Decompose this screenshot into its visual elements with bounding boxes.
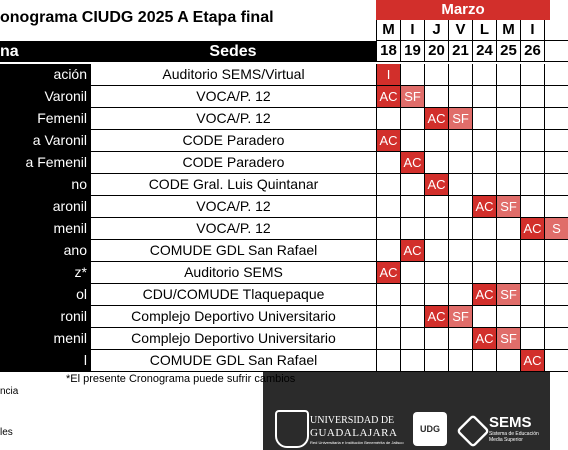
schedule-cell	[472, 64, 496, 86]
schedule-cell: SF	[400, 86, 424, 108]
schedule-cell	[448, 64, 472, 86]
schedule-cell	[520, 284, 544, 306]
discipline-cell	[0, 328, 90, 350]
schedule-cell	[448, 262, 472, 284]
schedule-cell	[448, 350, 472, 372]
udg-tagline: Red Universitaria e Institución Benemérita de Jalisco	[310, 440, 404, 445]
table-row	[0, 306, 550, 328]
day-number-cell: 20	[424, 41, 448, 62]
schedule-cell	[424, 240, 448, 262]
schedule-cell: AC	[424, 306, 448, 328]
schedule-cell	[400, 306, 424, 328]
schedule-cell	[520, 196, 544, 218]
schedule-cell: AC	[376, 262, 400, 284]
schedule-cell: AC	[472, 196, 496, 218]
schedule-cell	[544, 240, 568, 262]
sems-name: SEMS	[489, 414, 532, 431]
schedule-cell	[400, 196, 424, 218]
schedule-cell	[376, 328, 400, 350]
discipline-cell	[0, 196, 90, 218]
discipline-cell	[0, 108, 90, 130]
schedule-cell	[496, 130, 520, 152]
schedule-cell	[472, 240, 496, 262]
day-letter-cell: L	[472, 20, 496, 41]
schedule-cell	[520, 306, 544, 328]
day-letter-cell: I	[520, 20, 544, 41]
schedule-cell	[472, 350, 496, 372]
udg-name-line-2: GUADALAJARA	[310, 427, 398, 439]
venue-cell: VOCA/P. 12	[90, 218, 376, 240]
udg-name-line-1: UNIVERSIDAD DE	[310, 415, 395, 426]
schedule-cell	[496, 218, 520, 240]
day-number-cell: 25	[496, 41, 520, 62]
schedule-cell: AC	[472, 284, 496, 306]
schedule-cell	[376, 306, 400, 328]
day-number-cell: 18	[376, 41, 400, 62]
schedule-cell	[472, 262, 496, 284]
schedule-cell	[376, 240, 400, 262]
legend-note-1: ncia	[0, 386, 19, 397]
schedule-cell	[424, 152, 448, 174]
discipline-cell	[0, 86, 90, 108]
schedule-cell: AC	[376, 130, 400, 152]
table-row	[0, 108, 550, 130]
column-header-disciplina-label: na	[0, 43, 19, 60]
day-letter-cell: J	[424, 20, 448, 41]
schedule-cell: S	[544, 218, 568, 240]
schedule-cell	[520, 86, 544, 108]
venue-cell: CDU/COMUDE Tlaquepaque	[90, 284, 376, 306]
schedule-cell	[472, 108, 496, 130]
schedule-cell	[544, 174, 568, 196]
schedule-cell	[400, 350, 424, 372]
schedule-cell: AC	[424, 108, 448, 130]
schedule-cell	[520, 64, 544, 86]
day-letter-cell	[544, 20, 568, 41]
schedule-cell	[376, 218, 400, 240]
schedule-cell: SF	[448, 306, 472, 328]
udg-seal-logo	[275, 410, 309, 448]
schedule-cell	[448, 218, 472, 240]
table-row	[0, 174, 550, 196]
venue-cell: COMUDE GDL San Rafael	[90, 350, 376, 372]
schedule-cell: AC	[400, 240, 424, 262]
schedule-cell	[472, 174, 496, 196]
schedule-cell	[424, 328, 448, 350]
venue-cell: Auditorio SEMS	[90, 262, 376, 284]
schedule-cell	[400, 174, 424, 196]
table-row	[0, 86, 550, 108]
day-number-cell: 26	[520, 41, 544, 62]
schedule-cell	[424, 218, 448, 240]
schedule-cell	[520, 108, 544, 130]
schedule-cell	[400, 108, 424, 130]
discipline-label: z*	[74, 264, 87, 280]
schedule-cell: I	[376, 64, 400, 86]
schedule-cell	[544, 262, 568, 284]
discipline-label: no	[71, 176, 87, 192]
table-row	[0, 130, 550, 152]
schedule-cell	[472, 306, 496, 328]
day-number-cell: 19	[400, 41, 424, 62]
schedule-cell	[448, 284, 472, 306]
discipline-label: a Femenil	[25, 154, 87, 170]
schedule-cell	[544, 64, 568, 86]
schedule-cell	[520, 328, 544, 350]
schedule-cell	[424, 350, 448, 372]
day-letter-cell: V	[448, 20, 472, 41]
page-title: onograma CIUDG 2025 A Etapa final	[0, 9, 274, 26]
schedule-cell	[544, 130, 568, 152]
day-number-cell: 24	[472, 41, 496, 62]
schedule-cell	[472, 86, 496, 108]
schedule-cell	[376, 196, 400, 218]
discipline-cell	[0, 64, 90, 86]
discipline-cell	[0, 174, 90, 196]
schedule-cell: SF	[496, 284, 520, 306]
discipline-cell	[0, 262, 90, 284]
schedule-cell	[400, 262, 424, 284]
schedule-cell: AC	[520, 218, 544, 240]
venue-cell: COMUDE GDL San Rafael	[90, 240, 376, 262]
schedule-cell	[376, 174, 400, 196]
schedule-cell	[544, 328, 568, 350]
discipline-label: aronil	[52, 198, 87, 214]
discipline-label: menil	[53, 330, 87, 346]
schedule-cell	[520, 240, 544, 262]
schedule-cell	[544, 152, 568, 174]
schedule-cell	[376, 152, 400, 174]
schedule-cell	[496, 350, 520, 372]
day-letter-cell: M	[496, 20, 520, 41]
day-number-cell: 21	[448, 41, 472, 62]
schedule-cell	[520, 130, 544, 152]
schedule-cell	[424, 284, 448, 306]
schedule-cell	[472, 218, 496, 240]
discipline-cell	[0, 306, 90, 328]
discipline-label: Varonil	[44, 88, 87, 104]
discipline-cell	[0, 152, 90, 174]
day-number-cell	[544, 41, 568, 62]
schedule-cell	[544, 306, 568, 328]
table-row	[0, 64, 550, 86]
schedule-cell	[448, 196, 472, 218]
venue-cell: CODE Paradero	[90, 130, 376, 152]
schedule-cell	[544, 108, 568, 130]
schedule-cell	[520, 152, 544, 174]
table-row	[0, 284, 550, 306]
venue-cell: Complejo Deportivo Universitario	[90, 306, 376, 328]
discipline-cell	[0, 240, 90, 262]
table-row	[0, 218, 561, 240]
schedule-cell	[520, 174, 544, 196]
schedule-cell	[400, 218, 424, 240]
table-row	[0, 152, 550, 174]
schedule-cell	[424, 64, 448, 86]
prepa-udg-logo: UDG	[413, 412, 447, 446]
schedule-cell	[448, 328, 472, 350]
schedule-cell	[376, 350, 400, 372]
schedule-cell	[496, 152, 520, 174]
footer-disclaimer: *El presente Cronograma puede sufrir cambios	[66, 373, 296, 385]
schedule-cell	[472, 152, 496, 174]
discipline-label: ano	[63, 242, 87, 258]
venue-cell: CODE Paradero	[90, 152, 376, 174]
discipline-label: Femenil	[37, 110, 87, 126]
column-header-sedes: Sedes	[90, 41, 376, 62]
schedule-cell: SF	[448, 108, 472, 130]
schedule-cell	[496, 306, 520, 328]
schedule-cell	[448, 152, 472, 174]
schedule-cell: SF	[496, 328, 520, 350]
schedule-cell	[496, 108, 520, 130]
schedule-cell	[544, 196, 568, 218]
schedule-cell	[448, 240, 472, 262]
schedule-cell	[496, 64, 520, 86]
sems-subtitle-1: Sistema de Educación	[489, 431, 539, 437]
schedule-cell	[400, 328, 424, 350]
schedule-cell: AC	[520, 350, 544, 372]
venue-cell: Complejo Deportivo Universitario	[90, 328, 376, 350]
schedule-cell	[424, 262, 448, 284]
schedule-cell	[424, 196, 448, 218]
discipline-cell	[0, 350, 90, 372]
discipline-label: menil	[53, 220, 87, 236]
table-row	[0, 262, 550, 284]
schedule-cell	[496, 86, 520, 108]
discipline-label: l	[83, 352, 87, 368]
schedule-cell	[400, 64, 424, 86]
schedule-cell: AC	[424, 174, 448, 196]
schedule-cell	[496, 262, 520, 284]
schedule-cell	[376, 284, 400, 306]
discipline-label: ación	[53, 66, 87, 82]
schedule-cell	[400, 284, 424, 306]
schedule-cell	[472, 130, 496, 152]
day-letter-cell: I	[400, 20, 424, 41]
discipline-cell	[0, 130, 90, 152]
schedule-cell	[496, 240, 520, 262]
schedule-cell	[496, 174, 520, 196]
table-row	[0, 196, 550, 218]
discipline-label: a Varonil	[32, 132, 87, 148]
venue-cell: CODE Gral. Luis Quintanar	[90, 174, 376, 196]
venue-cell: VOCA/P. 12	[90, 86, 376, 108]
venue-cell: Auditorio SEMS/Virtual	[90, 64, 376, 86]
schedule-cell	[448, 174, 472, 196]
discipline-label: ronil	[60, 308, 87, 324]
legend-note-2: les	[0, 427, 13, 438]
venue-cell: VOCA/P. 12	[90, 108, 376, 130]
schedule-cell	[400, 130, 424, 152]
discipline-cell	[0, 284, 90, 306]
schedule-cell: AC	[376, 86, 400, 108]
table-row	[0, 328, 550, 350]
discipline-label: ol	[76, 286, 87, 302]
day-letter-cell: M	[376, 20, 400, 41]
schedule-cell	[424, 86, 448, 108]
schedule-cell	[544, 284, 568, 306]
schedule-cell: SF	[496, 196, 520, 218]
schedule-cell	[520, 262, 544, 284]
discipline-cell	[0, 218, 90, 240]
month-header: Marzo	[376, 0, 550, 20]
schedule-cell	[448, 130, 472, 152]
column-header-disciplina	[0, 41, 90, 62]
venue-cell: VOCA/P. 12	[90, 196, 376, 218]
schedule-cell	[424, 130, 448, 152]
table-row	[0, 240, 550, 262]
schedule-cell: AC	[400, 152, 424, 174]
schedule-cell	[376, 108, 400, 130]
schedule-cell	[544, 350, 568, 372]
table-row	[0, 350, 550, 372]
schedule-cell	[544, 86, 568, 108]
schedule-cell: AC	[472, 328, 496, 350]
schedule-cell	[448, 86, 472, 108]
sems-subtitle-2: Media Superior	[489, 437, 523, 443]
